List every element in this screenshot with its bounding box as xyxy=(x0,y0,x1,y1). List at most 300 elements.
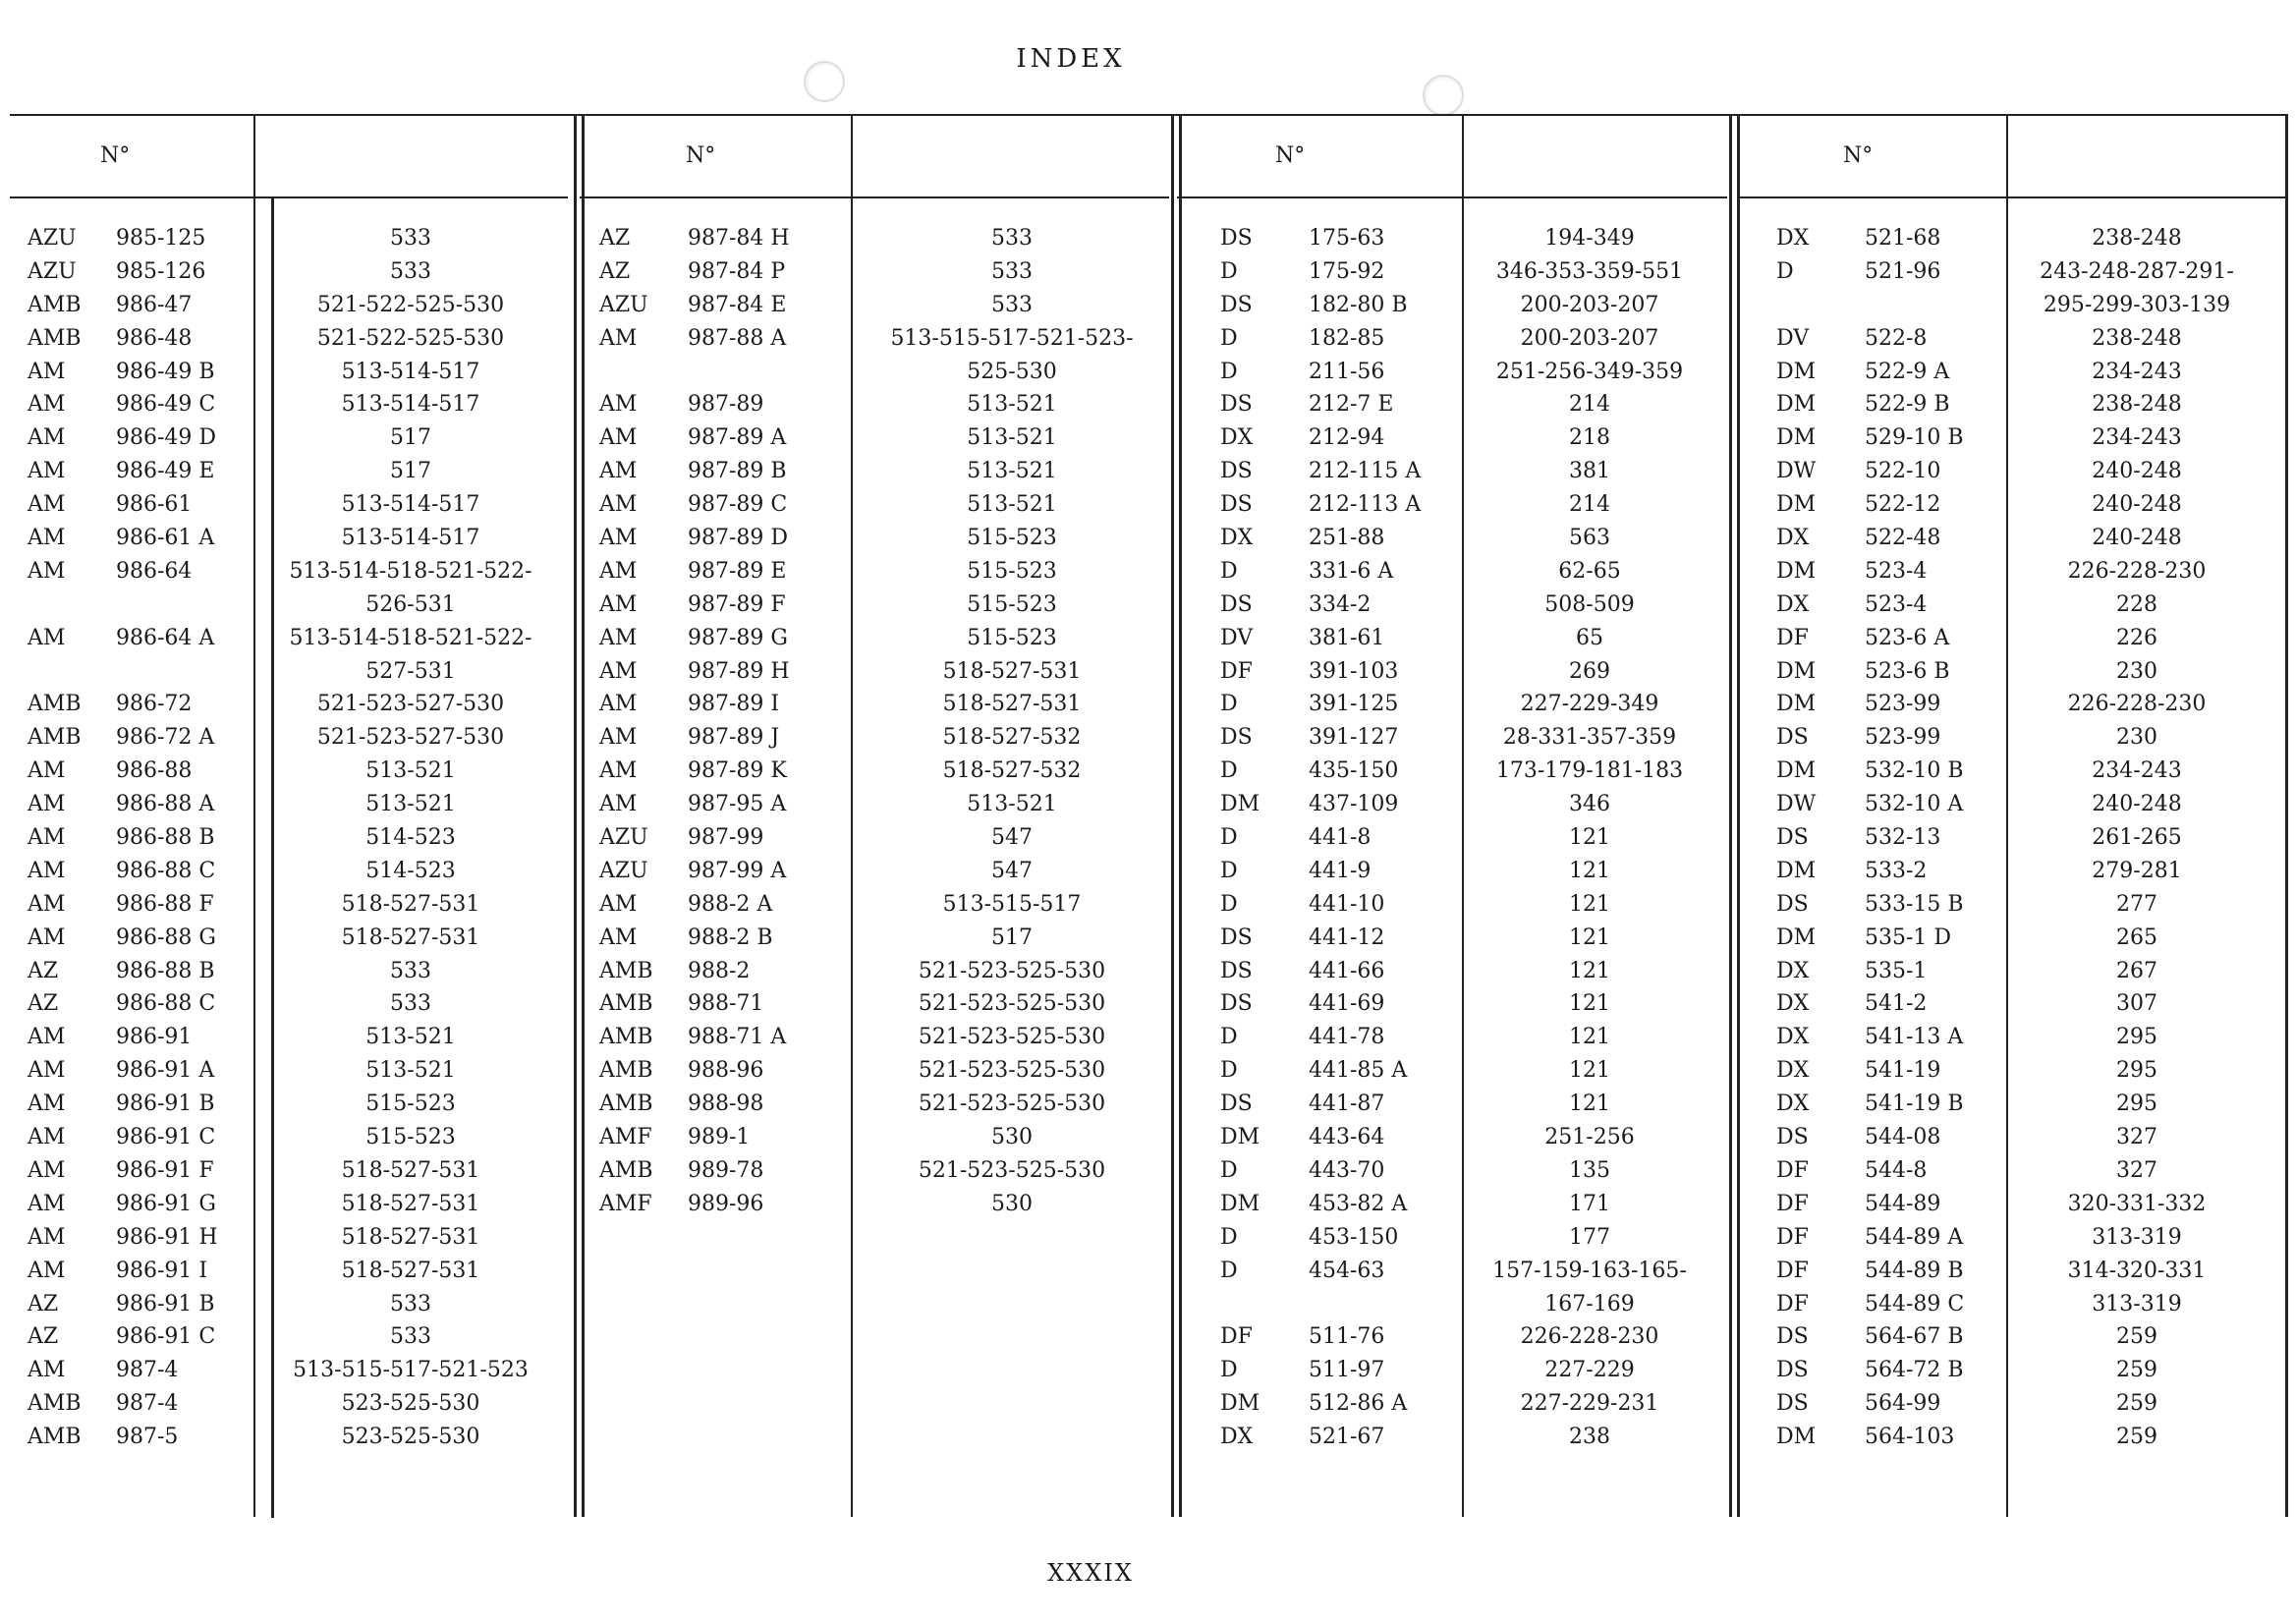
page-references: 167-169 xyxy=(1544,1291,1635,1316)
reference-number: 522-12 xyxy=(1865,492,1941,518)
index-row xyxy=(1737,522,2287,555)
page-references: 515-523 xyxy=(967,526,1057,551)
reference-number: 182-80 B xyxy=(1309,292,1408,317)
reference-number: 564-72 B xyxy=(1865,1358,1964,1383)
series-prefix: AMB xyxy=(599,991,653,1017)
reference-number: 989-1 xyxy=(688,1125,751,1150)
reference-number: 986-61 xyxy=(116,492,193,518)
page-references: 521-522-525-530 xyxy=(316,325,505,351)
series-prefix: DX xyxy=(1776,991,1810,1017)
reference-number: 987-89 I xyxy=(688,692,780,717)
page-references: 251-256-349-359 xyxy=(1495,359,1684,384)
page-references: 533 xyxy=(390,226,431,251)
index-row xyxy=(580,255,1169,289)
page-references: 515-523 xyxy=(967,558,1057,584)
index-row xyxy=(1177,1154,1727,1188)
header-no-label: N° xyxy=(1843,143,1874,168)
index-row xyxy=(1177,421,1727,455)
series-prefix: AM xyxy=(28,558,66,584)
page-references: 121 xyxy=(1569,924,1610,950)
series-prefix: DM xyxy=(1776,692,1817,717)
reference-number: 532-13 xyxy=(1865,825,1941,851)
page-references: 533 xyxy=(991,258,1033,284)
index-row xyxy=(1737,855,2287,888)
index-row xyxy=(1737,488,2287,522)
reference-number: 986-91 A xyxy=(116,1058,215,1084)
reference-number: 989-78 xyxy=(688,1157,764,1183)
page-references: 121 xyxy=(1569,958,1610,983)
reference-number: 251-88 xyxy=(1309,526,1385,551)
reference-number: 441-69 xyxy=(1309,991,1385,1017)
page-references: 381 xyxy=(1569,459,1610,484)
page-references: 518-527-531 xyxy=(341,924,480,950)
page-references: 259 xyxy=(2116,1391,2157,1417)
page-references: 515-523 xyxy=(967,591,1057,617)
reference-number: 441-12 xyxy=(1309,924,1385,950)
reference-number: 334-2 xyxy=(1309,591,1372,617)
page-references: 214 xyxy=(1569,492,1610,518)
series-prefix: DX xyxy=(1776,1058,1810,1084)
page-references: 346-353-359-551 xyxy=(1495,258,1684,284)
page-references: 327 xyxy=(2116,1157,2157,1183)
page-references: 530 xyxy=(991,1125,1033,1150)
index-row xyxy=(580,388,1169,421)
series-prefix: DF xyxy=(1776,1291,1809,1316)
reference-number: 987-84 H xyxy=(688,226,790,251)
index-row xyxy=(1737,1154,2287,1188)
series-prefix: AM xyxy=(28,924,66,950)
series-prefix: DS xyxy=(1776,1324,1809,1350)
index-row xyxy=(580,555,1169,588)
page-references: 227-229 xyxy=(1544,1358,1635,1383)
reference-number: 987-89 K xyxy=(688,758,787,784)
index-row xyxy=(580,655,1169,689)
reference-number: 529-10 B xyxy=(1865,425,1964,451)
page-references: 327 xyxy=(2116,1125,2157,1150)
index-row xyxy=(580,356,1169,389)
series-prefix: DS xyxy=(1220,991,1253,1017)
page-references: 518-527-531 xyxy=(341,1224,480,1250)
page-references: 533 xyxy=(390,1324,431,1350)
index-row xyxy=(1737,1320,2287,1354)
page-references: 218 xyxy=(1569,425,1610,451)
page-number: XXXIX xyxy=(1047,1559,1134,1587)
page-references: 518-527-531 xyxy=(942,692,1082,717)
series-prefix: AMF xyxy=(599,1191,652,1216)
page-references: 314-320-331 xyxy=(2067,1258,2207,1283)
series-prefix: AM xyxy=(599,658,638,684)
index-row xyxy=(10,1255,568,1288)
page-references: 173-179-181-183 xyxy=(1495,758,1684,784)
page-references: 513-521 xyxy=(967,459,1057,484)
reference-number: 523-6 B xyxy=(1865,658,1950,684)
index-row xyxy=(1177,522,1727,555)
page-title: INDEX xyxy=(1016,44,1126,74)
reference-number: 391-125 xyxy=(1309,692,1399,717)
series-prefix: DM xyxy=(1776,392,1817,418)
series-prefix: AM xyxy=(28,359,66,384)
series-prefix: DS xyxy=(1220,958,1253,983)
series-prefix: AM xyxy=(28,1258,66,1283)
series-prefix: AZU xyxy=(28,226,77,251)
punch-hole-left xyxy=(804,61,845,102)
index-row xyxy=(1177,488,1727,522)
page-references: 513-514-518-521-522- xyxy=(289,625,532,650)
index-row xyxy=(10,688,568,721)
index-row xyxy=(10,1354,568,1387)
page-references: 517 xyxy=(390,425,431,451)
series-prefix: D xyxy=(1220,1224,1238,1250)
series-prefix: DS xyxy=(1776,725,1809,751)
series-prefix: DM xyxy=(1220,1125,1260,1150)
index-row xyxy=(10,255,568,289)
reference-number: 986-91 C xyxy=(116,1125,216,1150)
page-references: 518-527-531 xyxy=(341,1191,480,1216)
reference-number: 986-49 E xyxy=(116,459,215,484)
series-prefix: D xyxy=(1220,1157,1238,1183)
page-references: 508-509 xyxy=(1544,591,1635,617)
series-prefix: AM xyxy=(28,1191,66,1216)
page-references: 65 xyxy=(1576,625,1603,650)
index-row xyxy=(1177,1320,1727,1354)
series-prefix: D xyxy=(1220,1058,1238,1084)
reference-number: 522-10 xyxy=(1865,459,1941,484)
index-row xyxy=(10,1221,568,1255)
page-references: 279-281 xyxy=(2092,858,2182,883)
index-row xyxy=(580,855,1169,888)
page-references: 265 xyxy=(2116,924,2157,950)
index-row xyxy=(10,888,568,922)
page-references: 518-527-531 xyxy=(341,1157,480,1183)
series-prefix: AMB xyxy=(28,1425,82,1450)
series-prefix: AMB xyxy=(599,1058,653,1084)
page-references: 240-248 xyxy=(2092,492,2182,518)
index-row xyxy=(580,788,1169,821)
series-prefix: DS xyxy=(1220,459,1253,484)
series-prefix: AM xyxy=(28,526,66,551)
panel-divider xyxy=(582,114,585,1517)
index-row xyxy=(10,1387,568,1421)
index-rows xyxy=(580,222,1169,1221)
index-row xyxy=(1177,688,1727,721)
series-prefix: DM xyxy=(1776,858,1817,883)
page-references: 517 xyxy=(991,924,1033,950)
index-rows xyxy=(10,222,568,1454)
index-row xyxy=(1737,388,2287,421)
index-rows xyxy=(1177,222,1727,1454)
series-prefix: AMB xyxy=(599,1025,653,1050)
index-row xyxy=(1177,388,1727,421)
index-row xyxy=(10,388,568,421)
index-row xyxy=(1737,688,2287,721)
series-prefix: AM xyxy=(28,1224,66,1250)
series-prefix: D xyxy=(1220,891,1238,917)
series-prefix: DS xyxy=(1220,924,1253,950)
page-references: 518-527-531 xyxy=(341,1258,480,1283)
series-prefix: AM xyxy=(599,924,638,950)
page-references: 514-523 xyxy=(365,825,456,851)
series-prefix: DS xyxy=(1776,825,1809,851)
page-references: 121 xyxy=(1569,1025,1610,1050)
reference-number: 212-7 E xyxy=(1309,392,1394,418)
page-references: 513-514-517 xyxy=(341,492,480,518)
page-references: 515-523 xyxy=(365,1125,456,1150)
reference-number: 533-2 xyxy=(1865,858,1928,883)
index-row xyxy=(1177,222,1727,255)
series-prefix: AM xyxy=(599,558,638,584)
reference-number: 441-78 xyxy=(1309,1025,1385,1050)
series-prefix: AM xyxy=(28,1157,66,1183)
series-prefix: AZ xyxy=(28,991,59,1017)
index-panel-4 xyxy=(1737,116,2287,1516)
series-prefix: DX xyxy=(1776,226,1810,251)
index-row xyxy=(1177,821,1727,855)
index-row xyxy=(580,721,1169,755)
reference-number: 544-08 xyxy=(1865,1125,1941,1150)
page-references: 533 xyxy=(390,991,431,1017)
column-divider xyxy=(851,114,853,1517)
series-prefix: AMB xyxy=(599,1157,653,1183)
index-row xyxy=(1737,1354,2287,1387)
reference-number: 986-91 C xyxy=(116,1324,216,1350)
reference-number: 544-89 C xyxy=(1865,1291,1965,1316)
page-references: 259 xyxy=(2116,1324,2157,1350)
page-references: 269 xyxy=(1569,658,1610,684)
index-row xyxy=(580,755,1169,788)
reference-number: 522-8 xyxy=(1865,325,1928,351)
page-references: 295 xyxy=(2116,1025,2157,1050)
reference-number: 523-4 xyxy=(1865,558,1928,584)
reference-number: 986-72 xyxy=(116,692,193,717)
page-references: 226-228-230 xyxy=(1520,1324,1659,1350)
index-row xyxy=(10,222,568,255)
series-prefix: DS xyxy=(1776,1391,1809,1417)
page-references: 121 xyxy=(1569,991,1610,1017)
reference-number: 521-96 xyxy=(1865,258,1941,284)
reference-number: 987-99 xyxy=(688,825,764,851)
reference-number: 435-150 xyxy=(1309,758,1399,784)
reference-number: 212-113 A xyxy=(1309,492,1422,518)
series-prefix: DM xyxy=(1776,658,1817,684)
page-references: 513-514-518-521-522- xyxy=(289,558,532,584)
reference-number: 985-125 xyxy=(116,226,206,251)
panel-divider xyxy=(271,196,274,1518)
index-row xyxy=(1737,821,2287,855)
series-prefix: DS xyxy=(1220,492,1253,518)
index-row xyxy=(580,987,1169,1021)
reference-number: 532-10 B xyxy=(1865,758,1964,784)
page-references: 518-527-531 xyxy=(942,658,1082,684)
page-references: 518-527-531 xyxy=(341,891,480,917)
reference-number: 986-64 A xyxy=(116,625,215,650)
page-references: 251-256 xyxy=(1544,1125,1635,1150)
series-prefix: AM xyxy=(599,792,638,817)
reference-number: 987-5 xyxy=(116,1425,179,1450)
page-references: 527-531 xyxy=(365,658,456,684)
page-references: 513-515-517-521-523- xyxy=(890,325,1134,351)
index-row xyxy=(10,721,568,755)
page-references: 157-159-163-165- xyxy=(1492,1258,1687,1283)
series-prefix: AZ xyxy=(599,258,631,284)
reference-number: 987-88 A xyxy=(688,325,787,351)
index-row xyxy=(10,1121,568,1154)
reference-number: 988-71 A xyxy=(688,1025,787,1050)
reference-number: 986-88 C xyxy=(116,991,216,1017)
page-references: 515-523 xyxy=(365,1092,456,1117)
index-row xyxy=(580,1188,1169,1221)
series-prefix: DF xyxy=(1776,1157,1809,1183)
page-references: 226-228-230 xyxy=(2067,692,2207,717)
index-row xyxy=(10,655,568,689)
index-row xyxy=(580,955,1169,988)
series-prefix: AM xyxy=(599,692,638,717)
series-prefix: D xyxy=(1220,1358,1238,1383)
series-prefix: DM xyxy=(1776,359,1817,384)
reference-number: 564-99 xyxy=(1865,1391,1941,1417)
page-references: 234-243 xyxy=(2092,758,2182,784)
index-row xyxy=(1177,1054,1727,1088)
index-row xyxy=(10,588,568,622)
reference-number: 544-8 xyxy=(1865,1157,1928,1183)
index-row xyxy=(580,688,1169,721)
reference-number: 986-91 B xyxy=(116,1291,215,1316)
reference-number: 544-89 A xyxy=(1865,1224,1964,1250)
reference-number: 987-89 A xyxy=(688,425,787,451)
reference-number: 986-91 H xyxy=(116,1224,218,1250)
index-row xyxy=(1177,455,1727,488)
index-row xyxy=(580,522,1169,555)
series-prefix: AM xyxy=(599,758,638,784)
index-row xyxy=(10,1288,568,1321)
index-rows xyxy=(1737,222,2287,1454)
reference-number: 988-96 xyxy=(688,1058,764,1084)
index-row xyxy=(580,821,1169,855)
page-references: 513-521 xyxy=(967,792,1057,817)
reference-number: 986-64 xyxy=(116,558,193,584)
reference-number: 523-99 xyxy=(1865,692,1941,717)
page-references: 320-331-332 xyxy=(2067,1191,2207,1216)
page-references: 238-248 xyxy=(2092,392,2182,418)
reference-number: 986-49 D xyxy=(116,425,217,451)
series-prefix: D xyxy=(1220,692,1238,717)
series-prefix: AMB xyxy=(599,958,653,983)
series-prefix: DX xyxy=(1776,591,1810,617)
page-references: 259 xyxy=(2116,1425,2157,1450)
reference-number: 986-91 xyxy=(116,1025,193,1050)
page-references: 230 xyxy=(2116,658,2157,684)
reference-number: 535-1 xyxy=(1865,958,1928,983)
series-prefix: DS xyxy=(1776,1125,1809,1150)
series-prefix: D xyxy=(1220,325,1238,351)
index-row xyxy=(1177,555,1727,588)
panel-divider xyxy=(1737,114,1740,1517)
index-row xyxy=(1737,1188,2287,1221)
series-prefix: AMB xyxy=(28,1391,82,1417)
table-right-edge xyxy=(2285,114,2288,1517)
panel-divider xyxy=(1729,114,1732,1517)
reference-number: 986-61 A xyxy=(116,526,215,551)
series-prefix: DM xyxy=(1220,792,1260,817)
series-prefix: DV xyxy=(1220,625,1254,650)
index-row xyxy=(580,588,1169,622)
reference-number: 175-92 xyxy=(1309,258,1385,284)
page-references: 515-523 xyxy=(967,625,1057,650)
series-prefix: AM xyxy=(28,392,66,418)
series-prefix: AM xyxy=(28,1025,66,1050)
reference-number: 988-71 xyxy=(688,991,764,1017)
panel-divider xyxy=(1171,114,1174,1517)
reference-number: 521-68 xyxy=(1865,226,1941,251)
series-prefix: DM xyxy=(1776,1425,1817,1450)
reference-number: 986-47 xyxy=(116,292,193,317)
column-divider xyxy=(1462,114,1464,1517)
reference-number: 987-89 E xyxy=(688,558,787,584)
series-prefix: D xyxy=(1220,1258,1238,1283)
series-prefix: DM xyxy=(1776,425,1817,451)
index-row xyxy=(1177,721,1727,755)
reference-number: 987-89 G xyxy=(688,625,788,650)
index-row xyxy=(1737,1121,2287,1154)
page-references: 234-243 xyxy=(2092,425,2182,451)
series-prefix: AM xyxy=(599,425,638,451)
index-row xyxy=(1737,1021,2287,1054)
page-references: 513-521 xyxy=(967,392,1057,418)
index-row xyxy=(1737,622,2287,655)
page-references: 513-521 xyxy=(967,425,1057,451)
reference-number: 988-2 B xyxy=(688,924,773,950)
page-references: 563 xyxy=(1569,526,1610,551)
reference-number: 175-63 xyxy=(1309,226,1385,251)
series-prefix: DX xyxy=(1776,1092,1810,1117)
page-references: 521-523-525-530 xyxy=(918,991,1106,1017)
series-prefix: AM xyxy=(28,858,66,883)
reference-number: 986-88 B xyxy=(116,825,215,851)
reference-number: 987-89 J xyxy=(688,725,780,751)
reference-number: 522-9 B xyxy=(1865,392,1950,418)
index-row xyxy=(10,421,568,455)
page-references: 521-522-525-530 xyxy=(316,292,505,317)
page-references: 521-523-525-530 xyxy=(918,1025,1106,1050)
reference-number: 541-19 B xyxy=(1865,1092,1964,1117)
reference-number: 986-88 A xyxy=(116,792,215,817)
series-prefix: DW xyxy=(1776,459,1817,484)
index-row xyxy=(1177,1188,1727,1221)
reference-number: 987-4 xyxy=(116,1391,179,1417)
page-references: 517 xyxy=(390,459,431,484)
reference-number: 986-72 A xyxy=(116,725,215,751)
index-row xyxy=(1737,255,2287,289)
series-prefix: AM xyxy=(599,891,638,917)
reference-number: 441-66 xyxy=(1309,958,1385,983)
series-prefix: DM xyxy=(1776,492,1817,518)
index-row xyxy=(580,289,1169,322)
page-references: 513-514-517 xyxy=(341,526,480,551)
index-row xyxy=(1177,1021,1727,1054)
series-prefix: D xyxy=(1220,558,1238,584)
series-prefix: AM xyxy=(28,425,66,451)
page-references: 518-527-532 xyxy=(942,725,1082,751)
series-prefix: AM xyxy=(28,891,66,917)
index-row xyxy=(1737,1421,2287,1454)
page-references: 513-515-517-521-523 xyxy=(293,1358,529,1383)
reference-number: 443-70 xyxy=(1309,1157,1385,1183)
series-prefix: DV xyxy=(1776,325,1810,351)
reference-number: 331-6 A xyxy=(1309,558,1394,584)
reference-number: 986-91 B xyxy=(116,1092,215,1117)
page-references: 277 xyxy=(2116,891,2157,917)
series-prefix: AM xyxy=(28,1125,66,1150)
page-references: 62-65 xyxy=(1558,558,1621,584)
